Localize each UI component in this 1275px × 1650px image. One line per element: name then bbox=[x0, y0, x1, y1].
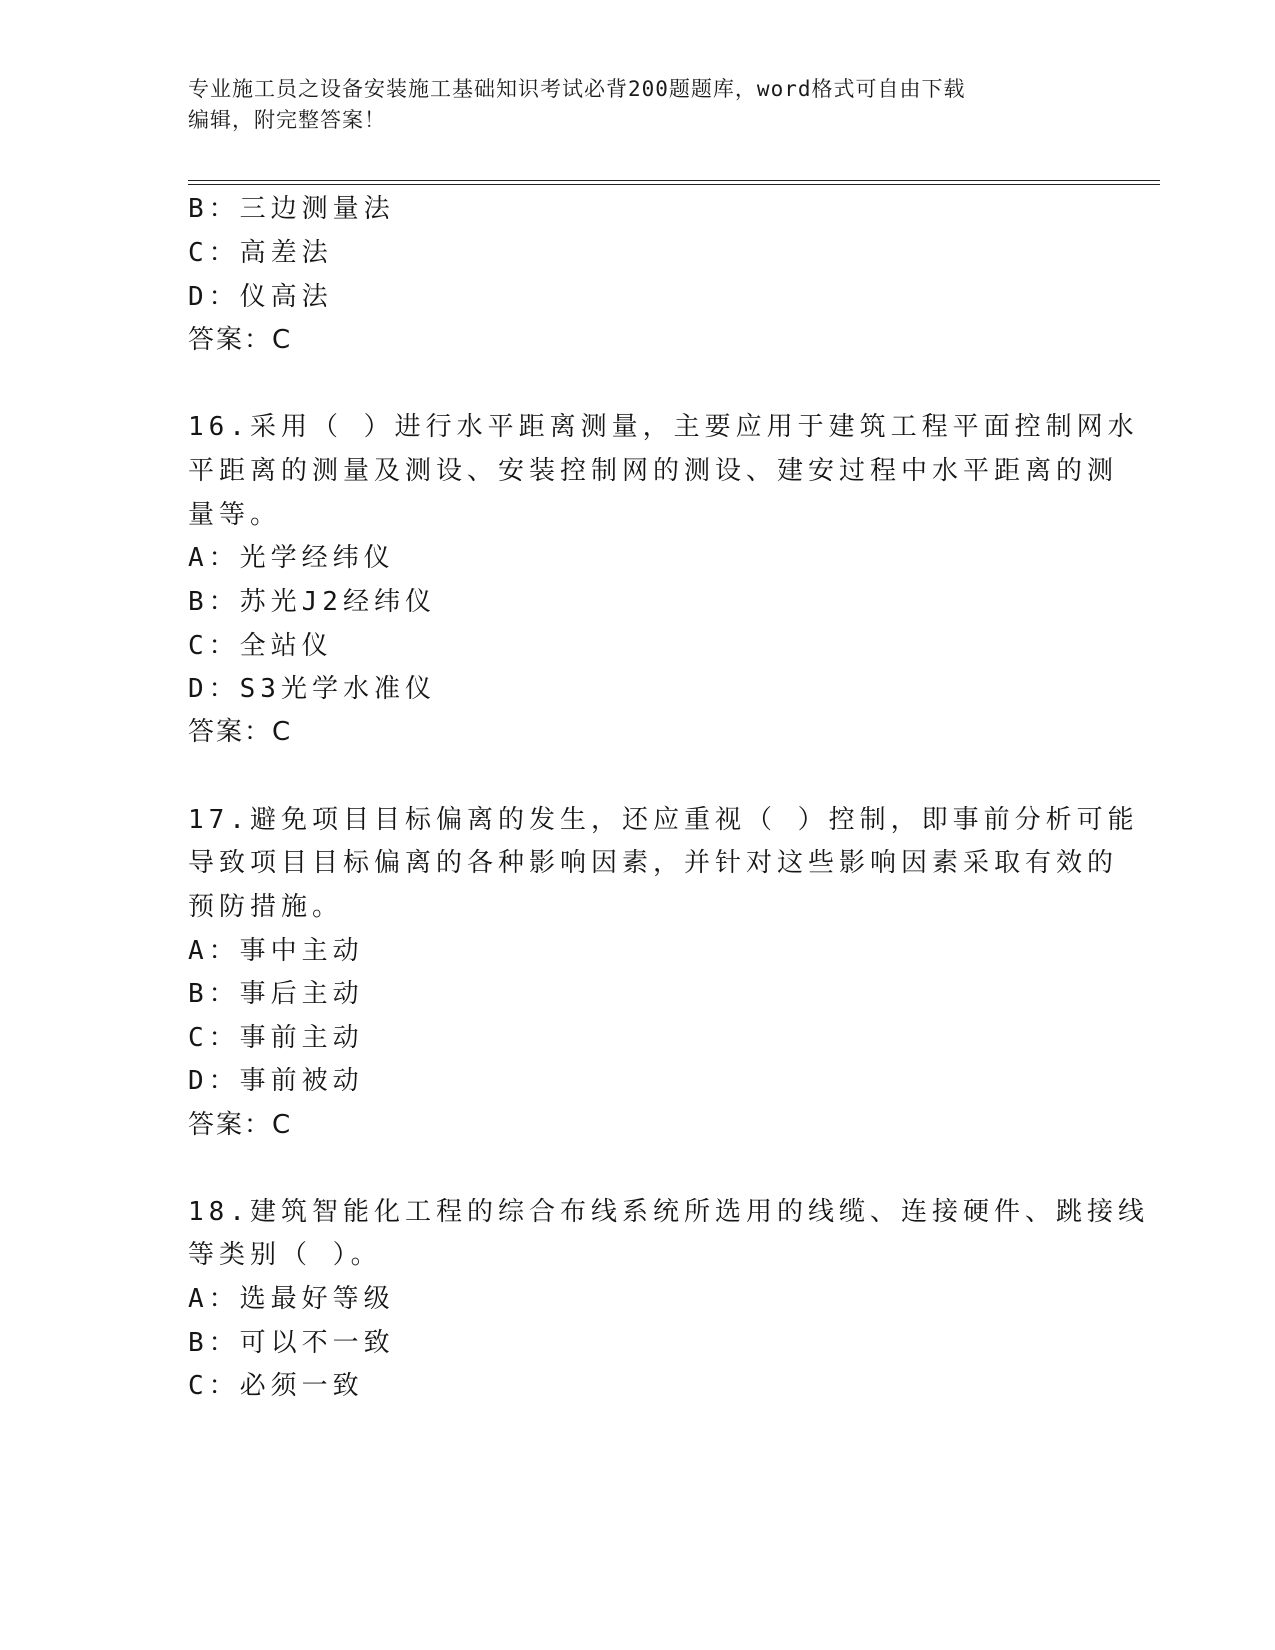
q18-stem-line-2: 等类别（ ）。 bbox=[188, 1240, 382, 1270]
q18-stem-line-1: 18.建筑智能化工程的综合布线系统所选用的线缆、连接硬件、跳接线 bbox=[188, 1197, 1149, 1227]
q16-answer: 答案：C bbox=[188, 717, 293, 747]
q17-stem-line-1: 17.避免项目目标偏离的发生，还应重视（ ）控制，即事前分析可能 bbox=[188, 805, 1139, 835]
q17-stem-line-3: 预防措施。 bbox=[188, 892, 344, 922]
q18-option-b: B：可以不一致 bbox=[188, 1328, 395, 1358]
q16-option-a: A：光学经纬仪 bbox=[188, 543, 395, 573]
header-divider-top bbox=[188, 180, 1160, 181]
header-title-line-1: 专业施工员之设备安装施工基础知识考试必背200题题库，word格式可自由下载 bbox=[188, 77, 966, 101]
q18-option-c: C：必须一致 bbox=[188, 1371, 364, 1401]
q16-option-b: B：苏光J2经纬仪 bbox=[188, 587, 436, 617]
header-title-line-2: 编辑，附完整答案！ bbox=[188, 108, 386, 132]
q16-stem-line-1: 16.采用（ ）进行水平距离测量，主要应用于建筑工程平面控制网水 bbox=[188, 412, 1139, 442]
q17-option-d: D：事前被动 bbox=[188, 1066, 364, 1096]
q16-option-d: D：S3光学水准仪 bbox=[188, 674, 436, 704]
q17-answer: 答案：C bbox=[188, 1110, 293, 1140]
q17-option-b: B：事后主动 bbox=[188, 979, 364, 1009]
q18-option-a: A：选最好等级 bbox=[188, 1284, 395, 1314]
q15-option-d: D：仪高法 bbox=[188, 282, 333, 312]
q15-option-b: B：三边测量法 bbox=[188, 194, 395, 224]
q17-stem-line-2: 导致项目目标偏离的各种影响因素，并针对这些影响因素采取有效的 bbox=[188, 848, 1119, 878]
q15-option-c: C：高差法 bbox=[188, 238, 333, 268]
document-header bbox=[188, 74, 1088, 136]
q17-option-c: C：事前主动 bbox=[188, 1023, 364, 1053]
q16-option-c: C：全站仪 bbox=[188, 631, 333, 661]
q16-stem-line-3: 量等。 bbox=[188, 500, 282, 530]
q15-answer: 答案：C bbox=[188, 325, 293, 355]
header-divider-bottom bbox=[188, 184, 1160, 185]
q17-option-a: A：事中主动 bbox=[188, 936, 364, 966]
q16-stem-line-2: 平距离的测量及测设、安装控制网的测设、建安过程中水平距离的测 bbox=[188, 456, 1119, 486]
